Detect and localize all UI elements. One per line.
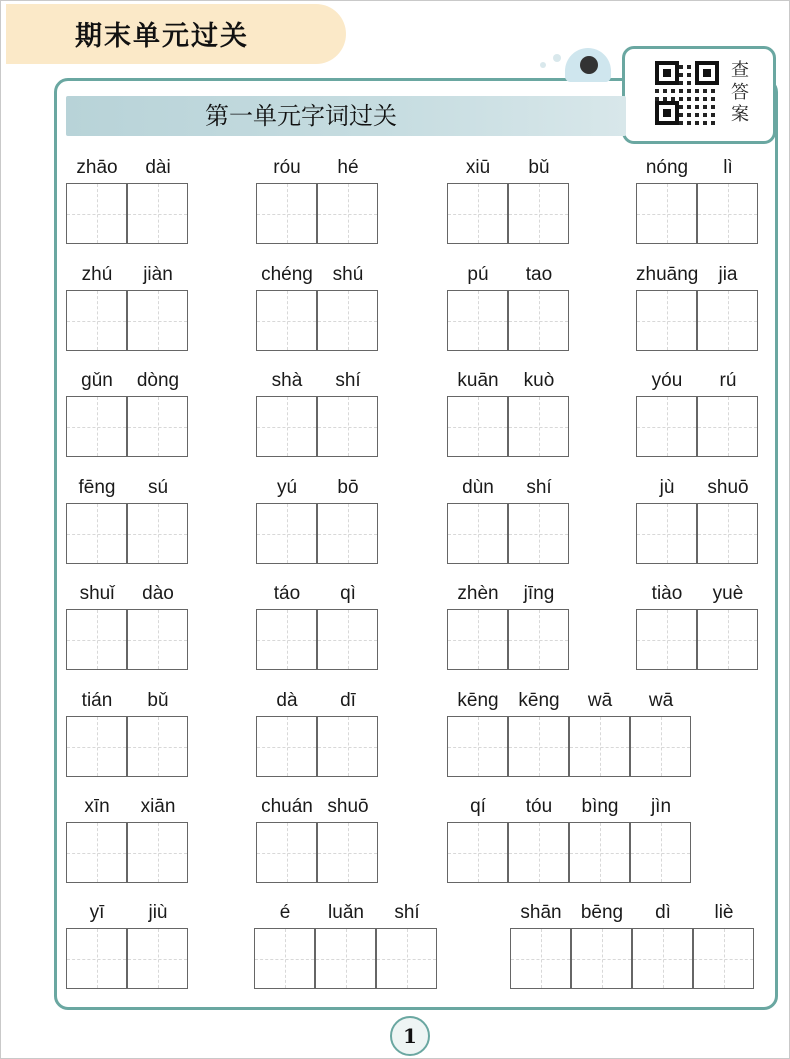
check-answers-label [726,60,754,126]
pinyin-label: zhuāng [636,264,699,285]
writing-box[interactable] [317,290,378,351]
writing-box[interactable] [630,822,691,883]
pinyin-label: tiào [651,583,683,604]
writing-box[interactable] [510,928,571,989]
writing-box[interactable] [508,290,569,351]
writing-box[interactable] [66,183,127,244]
writing-box[interactable] [66,396,127,457]
pinyin-label: jiù [148,902,168,923]
writing-box[interactable] [317,609,378,670]
pinyin-label: kēng [457,690,499,711]
writing-box[interactable] [508,609,569,670]
pinyin-label: jìn [650,796,672,817]
pinyin-label: xīn [84,796,110,817]
writing-box[interactable] [256,183,317,244]
pinyin-label: sú [147,477,169,498]
writing-box[interactable] [447,609,508,670]
pinyin-label: zhèn [457,583,499,604]
pinyin-label: dà [276,690,298,711]
writing-box[interactable] [66,716,127,777]
pinyin-label: tao [525,264,553,285]
writing-box[interactable] [254,928,315,989]
writing-box[interactable] [447,396,508,457]
pinyin-label: shān [520,902,562,923]
writing-box[interactable] [636,503,697,564]
pinyin-label: bō [337,477,359,498]
writing-box[interactable] [127,928,188,989]
pinyin-label: gǔn [81,370,113,391]
pinyin-label: yóu [651,370,683,391]
writing-box[interactable] [447,822,508,883]
pinyin-label: yuè [712,583,744,604]
pinyin-label: dài [145,157,171,178]
pinyin-label: jia [718,264,738,285]
writing-box[interactable] [632,928,693,989]
writing-box[interactable] [508,183,569,244]
writing-box[interactable] [697,503,758,564]
pinyin-label: luǎn [328,902,364,923]
writing-box[interactable] [127,503,188,564]
writing-box[interactable] [447,183,508,244]
writing-box[interactable] [508,716,569,777]
qr-label-char: 答 [731,82,749,103]
pinyin-label: shuō [707,477,749,498]
pinyin-label: é [279,902,291,923]
writing-box[interactable] [256,396,317,457]
pinyin-label: lì [723,157,733,178]
writing-box[interactable] [447,290,508,351]
pinyin-label: jiàn [143,264,173,285]
writing-box[interactable] [569,822,630,883]
writing-box[interactable] [256,290,317,351]
writing-box[interactable] [571,928,632,989]
penguin-face-icon [580,56,598,74]
page-title: 期末单元过关 [75,21,249,52]
writing-box[interactable] [569,716,630,777]
writing-box[interactable] [127,290,188,351]
pinyin-label: kēng [518,690,560,711]
pinyin-label: jù [659,477,675,498]
page-number: 1 [390,1016,430,1056]
writing-box[interactable] [127,716,188,777]
writing-box[interactable] [317,716,378,777]
pinyin-label: qí [470,796,486,817]
pinyin-label: jīng [523,583,555,604]
pinyin-label: shuǐ [79,583,115,604]
writing-box[interactable] [697,290,758,351]
qr-label-char: 案 [731,104,749,125]
writing-box[interactable] [317,183,378,244]
pinyin-label: dào [142,583,174,604]
pinyin-label: shú [332,264,364,285]
pinyin-label: bǔ [528,157,550,178]
writing-box[interactable] [66,928,127,989]
pinyin-label: bǔ [147,690,169,711]
pinyin-label: qì [340,583,356,604]
pinyin-label: shuō [327,796,369,817]
writing-box[interactable] [256,716,317,777]
bubble-icon [553,54,561,62]
writing-box[interactable] [315,928,376,989]
writing-box[interactable] [127,822,188,883]
writing-box[interactable] [636,609,697,670]
qr-code-icon[interactable] [655,61,719,125]
pinyin-label: zhú [81,264,113,285]
writing-box[interactable] [317,822,378,883]
writing-box[interactable] [317,503,378,564]
pinyin-label: wā [587,690,613,711]
pinyin-label: zhāo [76,157,118,178]
pinyin-label: rú [719,370,737,391]
pinyin-label: shí [335,370,361,391]
pinyin-label: xiū [465,157,491,178]
writing-box[interactable] [697,396,758,457]
pinyin-label: shà [271,370,303,391]
pinyin-label: tóu [525,796,553,817]
pinyin-label: tián [81,690,113,711]
pinyin-label: kuò [523,370,555,391]
writing-box[interactable] [636,183,697,244]
pinyin-label: róu [273,157,301,178]
writing-box[interactable] [127,396,188,457]
writing-box[interactable] [447,503,508,564]
pinyin-label: nóng [645,157,689,178]
pinyin-label: yú [276,477,298,498]
writing-box[interactable] [508,822,569,883]
pinyin-label: liè [714,902,734,923]
pinyin-label: yī [89,902,105,923]
pinyin-label: fēng [78,477,116,498]
pinyin-label: shí [394,902,420,923]
writing-box[interactable] [66,290,127,351]
qr-label-char: 查 [731,60,749,81]
pinyin-label: pú [467,264,489,285]
writing-box[interactable] [697,183,758,244]
pinyin-label: dùn [462,477,494,498]
pinyin-label: xiān [140,796,176,817]
pinyin-label: wā [648,690,674,711]
writing-box[interactable] [66,609,127,670]
writing-box[interactable] [317,396,378,457]
writing-box[interactable] [66,822,127,883]
writing-box[interactable] [693,928,754,989]
writing-box[interactable] [508,503,569,564]
writing-box[interactable] [127,183,188,244]
writing-box[interactable] [256,822,317,883]
pinyin-label: dòng [136,370,180,391]
pinyin-label: táo [273,583,301,604]
writing-box[interactable] [256,503,317,564]
writing-box[interactable] [697,609,758,670]
writing-box[interactable] [66,503,127,564]
pinyin-label: bēng [580,902,624,923]
pinyin-label: hé [337,157,359,178]
writing-box[interactable] [256,609,317,670]
pinyin-label: shí [526,477,552,498]
writing-box[interactable] [636,290,697,351]
pinyin-label: chéng [261,264,313,285]
pinyin-label: kuān [457,370,499,391]
pinyin-label: dī [340,690,356,711]
writing-box[interactable] [127,609,188,670]
writing-box[interactable] [376,928,437,989]
writing-box[interactable] [508,396,569,457]
section-title: 第一单元字词过关 [205,102,397,130]
pinyin-label: chuán [261,796,313,817]
writing-box[interactable] [636,396,697,457]
pinyin-label: bìng [581,796,619,817]
writing-box[interactable] [630,716,691,777]
bubble-icon [540,62,546,68]
pinyin-label: dì [655,902,671,923]
writing-box[interactable] [447,716,508,777]
